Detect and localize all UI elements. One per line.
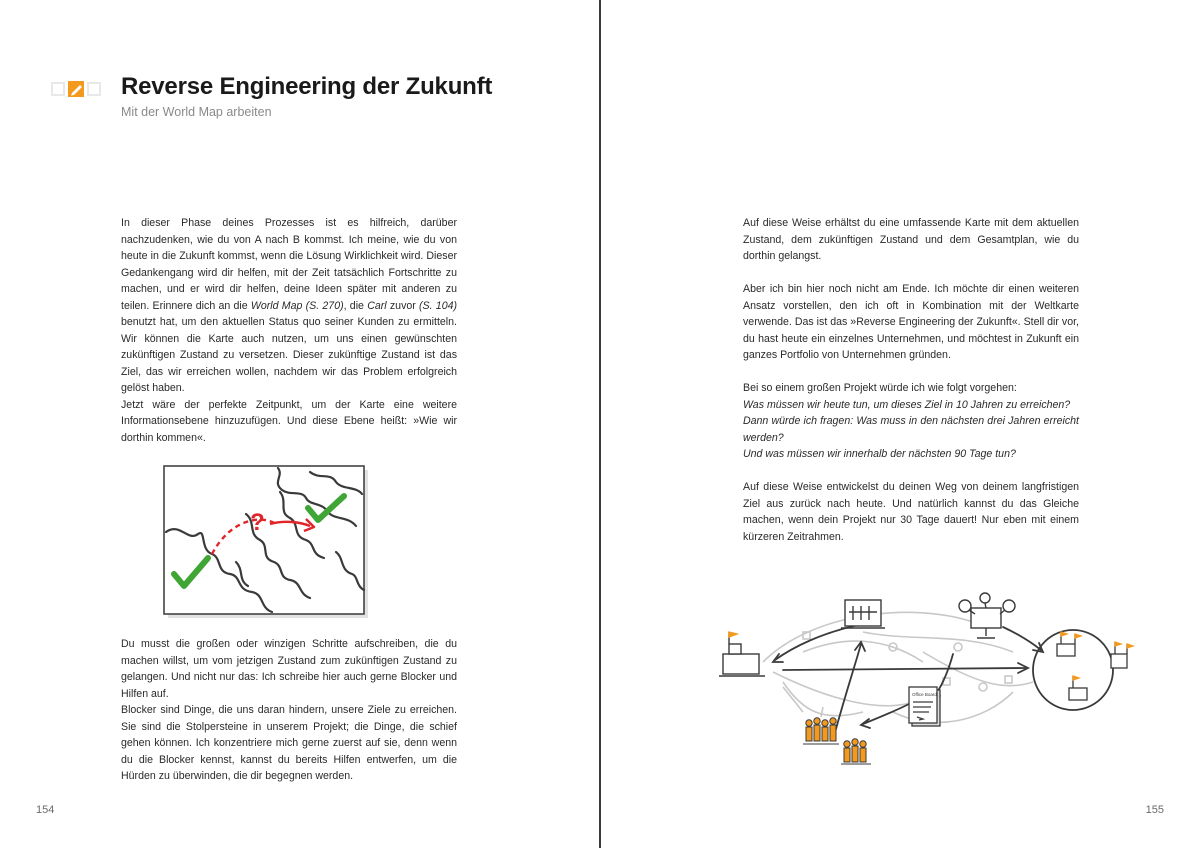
question-2: Dann würde ich fragen: Was muss in den nächsten drei Jahren erreicht werden? [743, 415, 1079, 444]
portfolio-company-icons [1057, 632, 1133, 700]
right-paragraph-3: Bei so einem großen Projekt würde ich wie folgt vorgehen: [743, 382, 1017, 394]
office-board-icon [841, 600, 885, 628]
question-mark: ? [250, 509, 265, 536]
right-paragraph-2: Aber ich bin hier noch nicht am Ende. Ich möchte dir einen weiteren Ansatz vorstellen, den ich oft in Kombination mit der Weltkarte verwende. Das ist das »Reverse Engineering der Zukunft«. Stell dir vor, du hast heute ein einzelnes Unternehmen, und möchtest in Zukunft ein ganzes Portfolio von Unternehmen gründen. [743, 283, 1079, 361]
left-paragraph-2: Jetzt wäre der perfekte Zeitpunkt, um der Karte eine weitere Informationsebene hinzuzufügen. Und diese Ebene heißt: »Wie wir dorthin kommen«. [121, 398, 457, 444]
left-paragraph-1: In dieser Phase deines Prozesses ist es hilfreich, darüber nachzudenken, wie du von A nach B kommst. Ich meine, wie du von heute in die Zukunft kommst, wenn die Lösung Wirklichkeit wird. Dieser Gedankengang wird dir helfen, mit der Zeit tatsächlich Fortschritte zu machen, und er wird dir helfen, deine Ideen später mit anderen zu teilen. Erinnere dich an die World Map (S. 270), die Carl zuvor (S. 104) benutzt hat, um den aktuellen Status quo seiner Kunden zu ermitteln. Wir können die Karte auch nutzen, um uns einen gewünschten zukünftigen Zustand zu versetzen. Dieser zukünftige Zustand ist das Ziel, das wir erreichen wollen, nachdem wir das Problem erfolgreich gelöst haben. [121, 217, 458, 394]
question-1: Was müssen wir heute tun, um dieses Ziel in 10 Jahren zu erreichen? [743, 398, 1071, 411]
chapter-subtitle: Mit der World Map arbeiten [121, 105, 272, 119]
left-text-bottom [121, 636, 457, 785]
question-3: Und was müssen wir innerhalb der nächsten 90 Tage tun? [743, 448, 1016, 460]
right-paragraph-1: Auf diese Weise erhältst du eine umfassende Karte mit dem aktuellen Zustand, dem zukünftigen Zustand und dem Gesamtplan, wie du dorthin gelangst. [743, 217, 1079, 262]
monitor-network-icon [959, 593, 1015, 638]
portfolio-network-illustration [713, 592, 1143, 782]
current-company-icon [719, 632, 765, 676]
right-page [601, 0, 1200, 848]
right-text [743, 215, 1079, 545]
left-text-top [121, 215, 457, 446]
left-paragraph-3: Du musst die großen oder winzigen Schritte aufschreiben, die du machen willst, um vom jetzigen Zustand zum zukünftigen Zustand zu gelangen. Und nicht nur das: Ich schreibe hier auch gerne Blocker und Hilfen auf. [121, 638, 457, 700]
left-paragraph-4: Blocker sind Dinge, die uns daran hindern, unsere Ziele zu erreichen. Sie sind die Stolpersteine in unserem Projekt; die Dinge, die schief gehen können. Ich konzentriere mich gerne zuerst auf sie, denn wenn du die Blocker kennst, kannst du bereits Hilfen entwerfen, um die Hürden zu überwinden, die dir begegnen werden. [121, 704, 457, 782]
pencil-chapter-icon [50, 80, 102, 98]
document-icon [909, 687, 940, 726]
page-number-left: 154 [36, 804, 55, 816]
left-page [0, 0, 599, 848]
page-number-right: 155 [1145, 804, 1164, 816]
right-paragraph-4: Auf diese Weise entwickelst du deinen Weg von deinem langfristigen Ziel aus zurück nach heute. Und natürlich kannst du das Gleiche machen, wenn dein Projekt nur 30 Tage dauert! Nur eben mit einem kürzeren Zeitrahmen. [743, 481, 1079, 543]
map-path-illustration [160, 462, 372, 622]
chapter-title: Reverse Engineering der Zukunft [121, 73, 493, 100]
svg-text:Office Board: Office Board [912, 692, 937, 697]
